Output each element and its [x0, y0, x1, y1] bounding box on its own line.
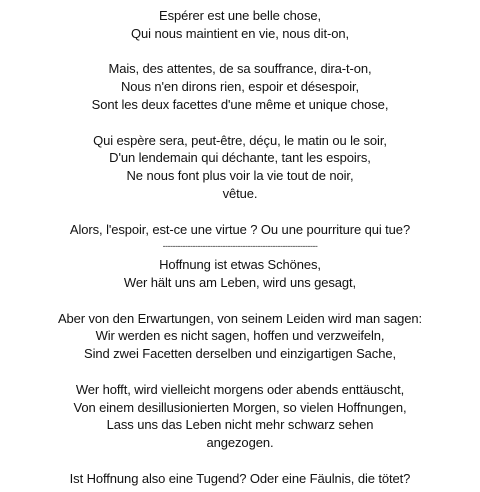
- poem-line: Qui nous maintient en vie, nous dit-on,: [131, 25, 349, 41]
- poem-line: Wir werden es nicht sagen, hoffen und verzweifeln,: [95, 328, 385, 344]
- poem-line: Nous n'en dirons rien, espoir et désespoir,: [120, 79, 360, 95]
- german-stanza-3: [0, 381, 480, 452]
- poem-line: Aber von den Erwartungen, von seinem Leiden wird man sagen:: [57, 310, 423, 326]
- poem-line: angezogen.: [206, 435, 274, 451]
- poem-line: vêtue.: [222, 185, 258, 201]
- poem-line: Sind zwei Facetten derselben und einzigartigen Sache,: [84, 346, 396, 362]
- french-stanza-3: [0, 132, 480, 203]
- stanza-break: [0, 292, 480, 310]
- poem-line: Wer hofft, wird vielleicht morgens oder abends enttäuscht,: [75, 381, 405, 397]
- french-stanza-1: [0, 7, 480, 43]
- stanza-break: [0, 203, 480, 221]
- language-separator: --------------------------------------------------------------: [162, 241, 318, 252]
- poem-line: Ne nous font plus voir la vie tout de noir,: [126, 168, 354, 184]
- poem-line: Hoffnung ist etwas Schönes,: [159, 257, 321, 273]
- poem-line: Qui espère sera, peut-être, déçu, le matin ou le soir,: [93, 132, 387, 148]
- stanza-break: [0, 114, 480, 132]
- german-stanza-1: [0, 256, 480, 292]
- poem-line: Von einem desillusionierten Morgen, so vielen Hoffnungen,: [73, 399, 407, 415]
- poem-line: D'un lendemain qui déchante, tant les espoirs,: [109, 150, 371, 166]
- poem-line: Sont les deux facettes d'une même et unique chose,: [91, 96, 389, 112]
- french-stanza-2: [0, 60, 480, 113]
- german-stanza-2: [0, 310, 480, 363]
- poem-line: Lass uns das Leben nicht mehr schwarz sehen: [106, 417, 374, 433]
- stanza-break: [0, 43, 480, 61]
- poem-line: Espérer est une belle chose,: [159, 8, 321, 23]
- german-stanza-4: [0, 470, 480, 488]
- poem-line: Ist Hoffnung also eine Tugend? Oder eine Fäulnis, die tötet?: [69, 470, 411, 486]
- stanza-break: [0, 363, 480, 381]
- poem-line: Wer hält uns am Leben, wird uns gesagt,: [123, 274, 357, 290]
- poem-line: Alors, l'espoir, est-ce une virtue ? Ou une pourriture qui tue?: [69, 221, 411, 237]
- stanza-break: [0, 452, 480, 470]
- poem-line: Mais, des attentes, de sa souffrance, dira-t-on,: [108, 61, 372, 77]
- french-stanza-4: [0, 221, 480, 239]
